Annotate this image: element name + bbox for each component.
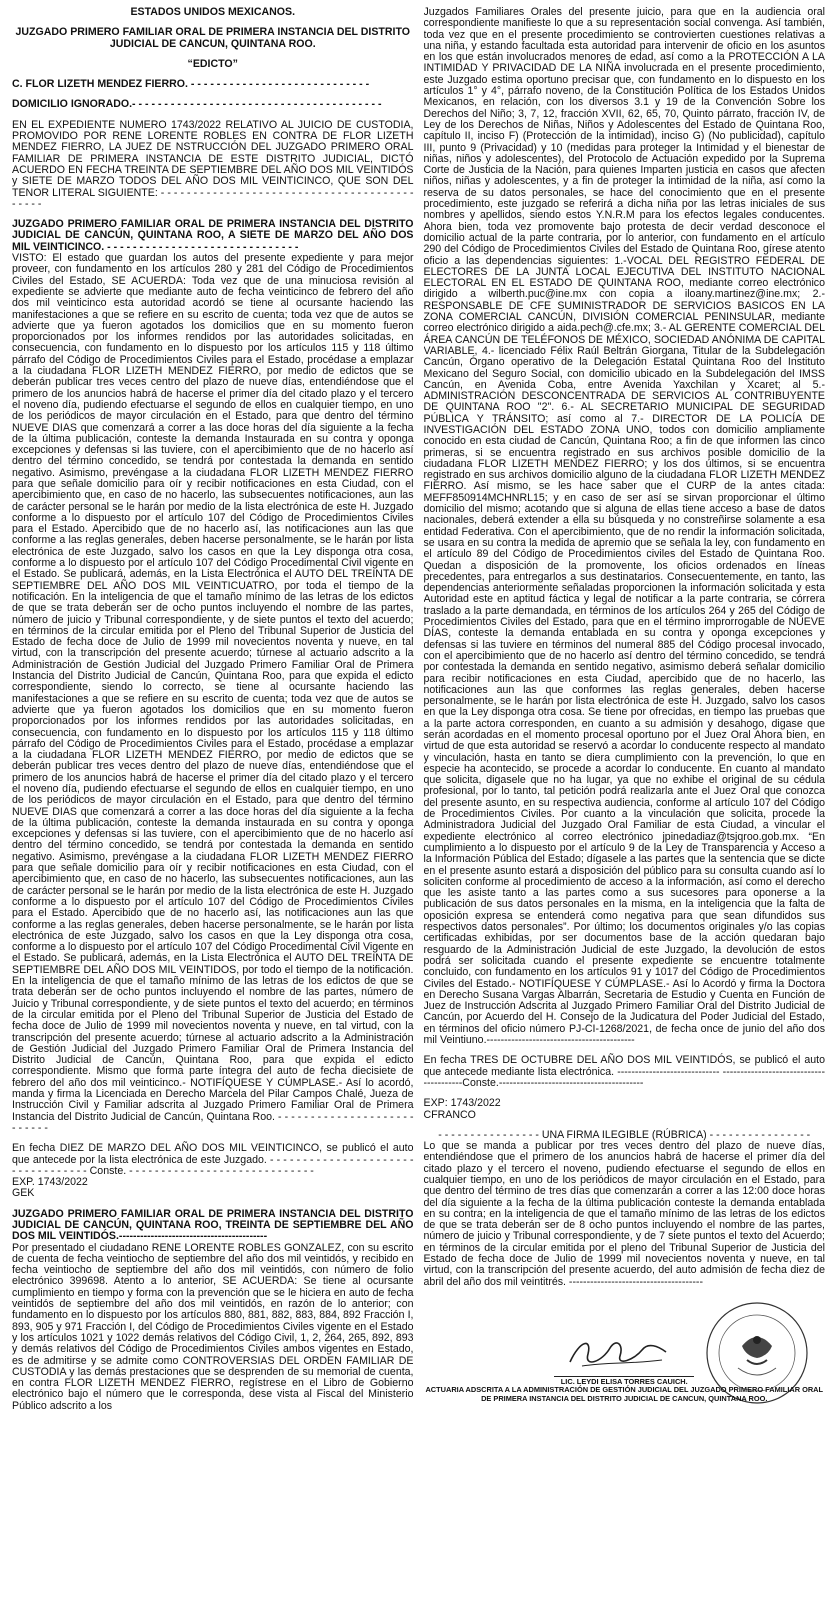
expediente-number: EXP. 1743/2022 xyxy=(12,1176,88,1189)
clerk-initials: GEK xyxy=(12,1187,35,1200)
publication-note-2: En fecha TRES DE OCTUBRE DEL AÑO DOS MIL VEINTIDÓS, se publicó el auto que antecede mediante lista electrónica. ----------------------------- ----------------------------------------Conste.----------------------------------------- xyxy=(423,1054,825,1089)
signer-block xyxy=(424,1378,826,1403)
edicto-title: “EDICTO” xyxy=(187,57,238,70)
signer-role: ACTUARIA ADSCRITA A LA ADMINISTRACIÓN DE GESTIÓN JUDICIAL DEL JUZGADO PRIMERO FAMILIAR ORAL DE PRIMERA INSTANCIA DEL DISTRITO JUDICIAL DE CANCUN, QUINTANA ROO. xyxy=(425,1385,824,1403)
addressee: C. FLOR LIZETH MENDEZ FIERRO. - - - - - - - - - - - - - - - - - - - - - - - - - - - - xyxy=(12,78,370,91)
court-date-heading-2: JUZGADO PRIMERO FAMILIAR ORAL DE PRIMERA INSTANCIA DEL DISTRITO JUDICIAL DE CANCÚN, QUINTANA ROO, TREINTA DE SEPTIEMBRE DEL AÑO DOS MIL VEINTIDÓS.------------------------------------------ xyxy=(12,1207,414,1243)
publication-order: Lo que se manda a publicar por tres veces dentro del plazo de nueve días, entendiéndose que el primero de los anuncios habrá de hacerse el primer día del citado plazo y el tercero el noveno, pudiendo efectuarse el segundo de ellos en cualquier tiempo, en uno de los periódicos de mayor circulación en el Estado, para que dentro del término de tres días que comenzarán a correr a las 12:00 doce horas del día siguiente a la fecha de la última publicación conteste la demanda entablada en su contra; en la inteligencia de que el tamaño mínimo de las letras de los edictos de que se trata deberán ser de 8 ocho puntos incluyendo el nombre de las partes, número de juicio y Tribunal correspondiente, y de 7 siete puntos el texto del Acuerdo; en términos de la circular emitida por el pleno del Tribunal Superior de Justicia del Estado de fecha doce de Julio de 1999 mil novecientos noventa y nueve, en tal virtud, con la transcripción del presente acuerdo, del auto admisión de fecha diez de abril del año dos mil veintitrés. -------------------------------------- xyxy=(423,1140,825,1288)
continuation-paragraph: Juzgados Familiares Orales del presente juicio, para que en la audiencia oral correspondiente manifieste lo que a su representación social convenga. Así también, toda vez que en el presente procedimiento se controvierten cuestiones relativas a una niña, y estando facultada esta autoridad para intervenir de oficio en los asuntos en los que están involucrados menores de edad, así como a la PROTECCIÓN A LA INTIMIDAD Y PRIVACIDAD DE LA NIÑA involucrada en el presente procedimiento, este Juzgado estima oportuno precisar que, con fundamento en lo dispuesto en los artículos 1° y 4°, párrafo noveno, de la Constitución Política de los Estados Unidos Mexicanos, en relación, con los diversos 3.1 y 19 de la Convención Sobre los Derechos del Niño; 3, 7, 12, fracción XVII, 62, 65, 70, Quinto párrato, fracción IV, de Ley de los Derechos de Niñas, Niños y Adolescentes del Estado de Quintana Roo, capítulo II, inciso F) (Protección de la intimidad), inciso G) (No publicidad), capítulo III, punto 9 (Privacidad) y 10 (medidas para proteger la Intimidad y el bienestar de niñas, niños y adolescentes), del Protocolo de Actuación expedido por la Suprema Corte de Justicia de la Nación, para quienes Imparten justicia en casos que afecten niños, niñas y adolescentes, y a fin de proteger la intimidad de la niña, así como la reserva de su datos personales, se hace del conocimiento que en el presente procedimiento, este juzgado se referirá a dicha niña por las letras iniciales de sus nombres y apellidos, siendo estos Y.N.R.M para los efectos legales conducentes. Ahora bien, toda vez promovente bajo protesta de decir verdad desconoce el domicilio actual de la parte contraria, por lo anterior, con fundamento en el artículo 290 del Código de Procedimientos Civiles del Estado de Quintana Roo, gírese atento oficio a las dependencias siguientes: 1.-VOCAL DEL REGISTRO FEDERAL DE ELECTORES DE LA JUNTA LOCAL EJECUTIVA DEL INSTITUTO NACIONAL ELECTORAL EN EL ESTADO DE QUINTANA ROO, mediante correo electrónico dirigido a wilberth.puc@ine.mx con copia a iloany.martinez@ine.mx; 2.- RESPONSABLE DE CFE SUMINISTRADOR DE SERVICIOS BASICOS EN LA ZONA COMERCIAL CANCÚN, DIVISIÓN COMERCIAL PENINSULAR, mediante correo electrónico dirigido a aida.pech@.cfe.mx; 3.- AL GERENTE COMERCIAL DEL ÁREA CANCÚN DE TELÉFONOS DE MÉXICO, SOCIEDAD ANÓNIMA DE CAPITAL VARIABLE, 4.- licenciado Félix Raúl Beltrán Giorgana, Titular de la Subdelegación Cancún, Órgano operativo de la Delegación Estatal Quintana Roo del Instituto Mexicano del Seguro Social, con domicilio ubicado en la Subdelegación del IMSS Cancún, en Avenida Coba, entre Avenida Yaxchilan y Xcaret; al 5.- ADMINISTRACIÓN DESCONCENTRADA DE SERVICIOS AL CONTRIBUYENTE DE QUINTANA ROO "2". 6.- AL SECRETARIO MUNICIPAL DE SEGURIDAD PÚBLICA Y TRÁNSITO; así como al 7.- DIRECTOR DE LA POLICÍA DE INVESTIGACIÓN DEL ESTADO ZONA UNO, todos con domicilio ampliamente conocido en esta ciudad de Cancún, Quintana Roo; a fin de que informen las cinco primeras, si se encuentra registrado en sus archivos posible domicilio de la ciudadana FLOR LIZETH MENDEZ FIERRO; y los dos últimos, si se encuentra registrado en sus archivos domicilio alguno de la ciudadana FLOR LIZETH MENDEZ FIERRO. Así mismo, se les hace saber que el CURP de la antes citada: MEFF850914MCHNRL15; y en caso de ser así se sirvan proporcionar el último domicilio del mismo; acotando que si alguna de ellas tiene acceso a base de datos nacionales, deberá extender a ella su búsqueda y no constreñirse solamente a esa entidad Federativa. Con el apercibimiento, que de no rendir la información solicitada, se usara en su contra la medida de apremio que se señala la ley, con fundamento en el artículo 89 del Código de Procedimientos civiles del Estado de Quintana Roo. Quedan a disposición de la promovente, los oficios ordenados en líneas precedentes, para entregarlos a sus destinatarios. Consecuentemente, en tanto, las dependencias anteriormente señaladas proporcionen la información solicitada y esta Autoridad este en aptitud fáctica y legal de notificar a la parte contraria, se córrera traslado a la parte demandada, en términos de los artículos 264 y 265 del Código de Procedimientos Civiles del Estado, para que en el término improrrogable de NUEVE DÍAS, conteste la demanda entablada en su contra y oponga excepciones y defensas si las tuviere en términos del numeral 885 del Código procesal invocado, con el apercibimiento que de no hacerlo así dentro del término concedido, se tendrá por contestada la demanda en sentido negativo, asimismo deberá señalar domicilio para recibir notificaciones en esta Ciudad, apercibido que de no hacerlo, las notificaciones aun las que conformes las reglas generales, deben hacerse personalmente, se le harán por lista electrónica de este H. Juzgado, salvo los casos en que la Ley disponga otra cosa. Se tiene por ofrecidas, en tiempo las pruebas que a la parte actora corresponden, en cuanto a su admisión y desahogo, digase que serán acordadas en el momento procesal oportuno por el Juez Oral Ahora bien, en virtud de que esta autoridad se reservó a acordar lo conducente respecto al mandato y vinculación, hasta en tanto se diera cumplimiento con la prevención, lo que en especie ha acontecido, se procede a acordar lo conducente. En cuanto al mandato que solicita, digasele que no ha lugar, ya que no exhibe el original de su cédula profesional, por lo tanto, tal petición podrá realizarla ante el Juez Oral que conozca del presente asunto, en su respectiva audiencia, conforme al artículo 107 del Código de Procedimientos Civiles. Por cuanto a la vinculación que solicita, procede la Administradora Judicial del Juzgado Oral Familiar de esta Ciudad, a vincular el expediente electrónico al correo electrónico jpinedadiaz@tsjqroo.gob.mx. “En cumplimiento a lo dispuesto por el artículo 9 de la Ley de Transparencia y Acceso a la Información Pública del Estado; dígasele a las partes que la sentencia que se dicte en el presente asunto estará a disposición del público para su consulta cuando así lo soliciten conforme al procedimiento de acceso a la información, así como el derecho que les asiste tanto a las partes como a sus sucesores para oponerse a la publicación de sus datos personales en la misma, en la inteligencia que la falta de oposición expresa se entenderá como negativa para que sean difundidos sus respectivos datos personales”. Por último; los documentos originales y/o las copias certificadas exhibidas, por ser documentos base de la acción quedaran bajo resguardo de la Administración Judicial de este Juzgado, la devolución de estos podrá ser solicitada cuando el presente expediente se encuentre totalmente concluido, con fundamento en los artículos 91 y 1017 del Código de Procedimientos Civiles del Estado.- NOTIFÍQUESE Y CÚMPLASE.- Así lo Acordó y firma la Doctora en Derecho Susana Vargas Albarrán, Secretaria de Estudio y Cuenta en Función de Juez de Instrucción Adscrita al Juzgado Primero Familiar Oral del Distrito Judicial de Cancún, por Acuerdo del H. Consejo de la Judicatura del Poder Judicial del Estado, en términos del oficio número PJ-CI-1268/2021, de fecha once de junio del año dos mil Veintiuno.------------------------------------------ xyxy=(423,7,825,1047)
handwritten-signature-icon xyxy=(562,1332,672,1374)
header-court: JUZGADO PRIMERO FAMILIAR ORAL DE PRIMERA INSTANCIA DEL DISTRITO JUDICIAL DE CANCUN, QUINTANA ROO. xyxy=(15,26,411,50)
illegible-signature-note: - - - - - - - - - - - - - - - - UNA FIRMA ILEGIBLE (RÚBRICA) - - - - - - - - - - - - - - - - xyxy=(438,1128,811,1141)
domicilio-ignorado: DOMICILIO IGNORADO.- - - - - - - - - - - - - - - - - - - - - - - - - - - - - - - - - - - - - - - xyxy=(12,98,382,111)
court-date-heading: JUZGADO PRIMERO FAMILIAR ORAL DE PRIMERA INSTANCIA DEL DISTRITO JUDICIAL DE CANCÚN, QUINTANA ROO, A SIETE DE MARZO DEL AÑO DOS MIL VEINTICINCO. - - - - - - - - - - - - - - - - - - - - - - - - - - - - - - xyxy=(12,218,414,253)
intro-paragraph: EN EL EXPEDIENTE NUMERO 1743/2022 RELATIVO AL JUICIO DE CUSTODIA, PROMOVIDO POR RENE LORENTE ROBLES EN CONTRA DE FLOR LIZETH MENDEZ FIERRO, LA JUEZ DE NSTRUCCIÓN DEL JUZGADO PRIMERO ORAL FAMILIAR DE PRIMERA INSTANCIA DE ESTE DISTRITO JUDICIAL, DICTÓ ACUERDO EN FECHA TREINTA DE SEPTIEMBRE DEL AÑO DOS MIL VEINTIDÓS y SIETE DE MARZO TODOS DEL AÑO DOS MIL VEINTICINCO, QUE SON DEL TENOR LITERAL SIGUIENTE: - - - - - - - - - - - - - - - - - - - - - - - - - - - - - - - - - - - - - - - - - - - - xyxy=(12,118,414,210)
right-column xyxy=(424,7,826,1590)
left-column xyxy=(12,7,414,1590)
acuerdo-paragraph: VISTO: El estado que guardan los autos del presente expediente y para mejor proveer, con fundamento en los artículos 280 y 281 del Código de Procedimientos Civiles del Estado, SE ACUERDA: Toda vez que de una minuciosa revisión al expediente se advierte que mediante auto de fecha veinticinco de febrero del año dos mil veinticinco esta autoridad acordó se tiene al ocursante haciendo las manifestaciones a que se refiere en su escrito de cuenta; toda vez que de autos se advierte que ya fueron agotados los domicilios que en su momento fueron proporcionados por los informes rendidos por las autoridades solicitadas, en consecuencia, con fundamento en lo dispuesto por los artículos 115 y 118 último párrafo del Código de Procedimientos Civiles para el Estado, procédase a emplazar a la ciudadana FLOR LIZETH MENDEZ FIERRO, por medio de edictos que se deberán publicar tres veces centro del plazo de nueve días, entendiéndose que el primero de los anuncios habrá de hacerse el primer día del citado plazo y el tercero el noveno día, pudiendo efectuarse el segundo de ellos en cualquier tiempo, en uno de los periódicos de mayor circulación en el Estado, para que dentro del término NUEVE DIAS que comenzará a correr a las doce horas del día siguiente a la fecha de la última publicación, conteste la demanda Instaurada en su contra y oponga excepciones y defensas si las tuviere, con el apercibimiento que de no hacerlo así dentro del término concedido, se tendrá por contestada la demanda en sentido negativo. Asimismo, prevéngase a la ciudadana FLOR LIZETH MENDEZ FIERRO para que señale domicilio para oír y recibir notificaciones en esta Ciudad, con el apercibimiento que, en caso de no hacerlo, las subsecuentes notificaciones, aun las de carácter personal se le harán por medio de la lista electrónica de este H. Juzgado conforme a lo dispuesto por el artículo 107 del Código de Procedimientos Civiles para el Estado. Apercibido que de no hacerlo así, las notificaciones aun las que conforme a las reglas generales, deben hacerse personalmente, se le harán por lista electrónica de este Juzgado, salvo los casos en que la Ley disponga otra cosa, conforme a lo dispuesto por el artículo 107 del Código Procedimental Civil vigente en el Estado. Se publicará, además, en la Lista Electrónica el AUTO DEL TREINTA DE SEPTIEMBRE DEL AÑO DOS MIL VEINTICUATRO, por toda el tiempo de la notificación. En la inteligencia de que el tamaño mínimo de las letras de los edictos de que se trata deberán ser de ocho puntos incluyendo el nombre de las partes, número de juicio y Tribunal correspondiente, y de siete puntos el texto del acuerdo; en términos de la circular emitida por el Pleno del Tribunal Superior de Justicia del Estado de fecha doce de Julio de 1999 mil novecientos noventa y nueve, en tal virtud, con la transcripción del presente acuerdo; túrnese al actuario adscrito a la Administración de Gestión Judicial del Juzgado Primero Familiar Oral de Primera Instancia del Distrito Judicial de Cancún, Quintana Roo, para que expida el edicto correspondiente, siendo lo correcto, se tiene al ocursante haciendo las manifestaciones a que se refiere en su escrito de cuenta; toda vez que de autos se advierte que ya fueron agotados los domicilios que en su momento fueron proporcionados por los informes rendidos por las autoridades solicitadas, en consecuencia, con fundamento en lo dispuesto por los artículos 115 y 118 último párrafo del Código de Procedimientos Civiles para el Estado, procédase a emplazar a la ciudadana FLOR LIZETH MENDEZ FIERRO, por medio de edictos que se deberán publicar tres veces dentro del plazo de nueve días, entendiéndose que el primero de los anuncios habrá de hacerse el primer día del citado plazo y el tercero el noveno día, pudiendo efectuarse el segundo de ellos en cualquier tiempo, en uno de los periódicos de mayor circulación en el Estado, para que dentro del término NUEVE DIAS que comenzará a correr a las doce horas del día siguiente a la fecha de la última publicación, conteste la demanda instaurada en su contra y oponga excepciones y defensas si las tuviere, con el apercibimiento que de no hacerlo así dentro del término concedido, se tendrá por contestada la demanda en sentido negativo. Asimismo, prevéngase a la ciudadana FLOR LIZETH MENDEZ FIERRO para que señale domicilio para oír y recibir notificaciones en esta Ciudad, con el apercibimiento que, en caso de no hacerlo, las subsecuentes notificaciones, aun las de carácter personal se le harán por medio de la lista electrónica de este H. Juzgado conforme a lo dispuesto por el artículo 107 del Código de Procedimientos Civiles para el Estado. Apercibido que de no hacerlo así, las notificaciones aun las que conforme a las reglas generales, deben hacerse personalmente, se le harán por lista electrónica de este Juzgado, salvo los casos en que la Ley disponga otra cosa, conforme a lo dispuesto por el artículo 107 del Código Procedimental Civil Vigente en el Estado. Se publicará, además, en la Lista Electrónica el AUTO DEL TREINTA DE SEPTIEMBRE DEL AÑO DOS MIL VEINTIDOS, por todo el tiempo de la notificación. En la inteligencia de que el tamaño mínimo de las letras de los edictos de que se trata deberán ser de ocho puntos incluyendo el nombre de las partes, número de Juicio y Tribunal correspondiente, y de siete puntos el texto del acuerdo; en términos de la circular emitida por el Pleno del Tribunal Superior de Justicia del Estado de fecha doce de Julio de 1999 mil novecientos noventa y nueve, en tal virtud, con la transcripción del presente acuerdo; túrnese al actuario adscrito a la Administración de Gestión Judicial del Juzgado Primero Familiar Oral de Primera Instancia del Distrito Judicial de Cancún, Quintana Roo, para que expida el edicto correspondiente. Mismo que forma parte íntegra del auto de fecha diecisiete de febrero del año dos mil veinticinco.- NOTIFÍQUESE Y CÚMPLASE.- Así lo acordó, manda y firma la Licenciada en Derecho Marcela del Pilar Campos Chalé, Jueza de Instrucción Civil y Familiar adscrita al Juzgado Primero Familiar Oral de Primera Instancia del Distrito Judicial de Cancún, Quintana Roo. - - - - - - - - - - - - - - - - - - - - - - - - - - - xyxy=(12,252,414,1134)
admission-paragraph: Por presentado el ciudadano RENE LORENTE ROBLES GONZALEZ, con su escrito de cuenta de fecha veintiocho de septiembre del año dos mil veintidós, y recibido en fecha veintiocho de septiembre del año dos mil veintidós, con número de folio electrónico 399698. Atento a lo anterior, SE ACUERDA: Se tiene al ocursante cumplimiento en tiempo y forma con la prevención que se le hiciera en auto de fecha veintidós de septiembre del año dos mil veintidós, en razón de lo anterior; con fundamento en lo dispuesto por los artículos 880, 881, 882, 883, 884, 892 Fracción I, 893, 905 y 971 Fracción I, del Código de Procedimientos Civiles vigente en el Estado y los artículos 1021 y 1022 demás relativos del Código Civil, 1, 2, 264, 265, 892, 893 y demás relativos del Código de Procedimientos Civiles ambos vigentes en Estado, es de admitirse y se admite como CONTROVERSIAS DEL ORDEN FAMILIAR DE CUSTODIA y las demás prestaciones que se desprenden de su memorial de cuenta, en contra FLOR LIZETH MENDEZ FIERRO, regístrese en el Libro de Gobierno electrónico bajo el número que le corresponda, dese vista al Fiscal del Ministerio Público adscrito a los xyxy=(12,1241,414,1412)
clerk-initials-2: CFRANCO xyxy=(423,1108,476,1121)
signature-block xyxy=(424,1292,826,1410)
header-country: ESTADOS UNIDOS MEXICANOS. xyxy=(130,7,296,18)
expediente-number-2: EXP: 1743/2022 xyxy=(423,1097,501,1110)
signer-name: LIC. LEYDI ELISA TORRES CAUICH. xyxy=(560,1376,688,1386)
publication-note: En fecha DIEZ DE MARZO DEL AÑO DOS MIL VEINTICINCO, se publicó el auto que antecede por la lista electrónica de este Juzgado. - - - - - - - - - - - - - - - - - - - - - - - - - - - - - - - - - - Conste. - - - - - - - - - - - - - - - - - - - - - - - - - - - - - xyxy=(12,1142,414,1177)
